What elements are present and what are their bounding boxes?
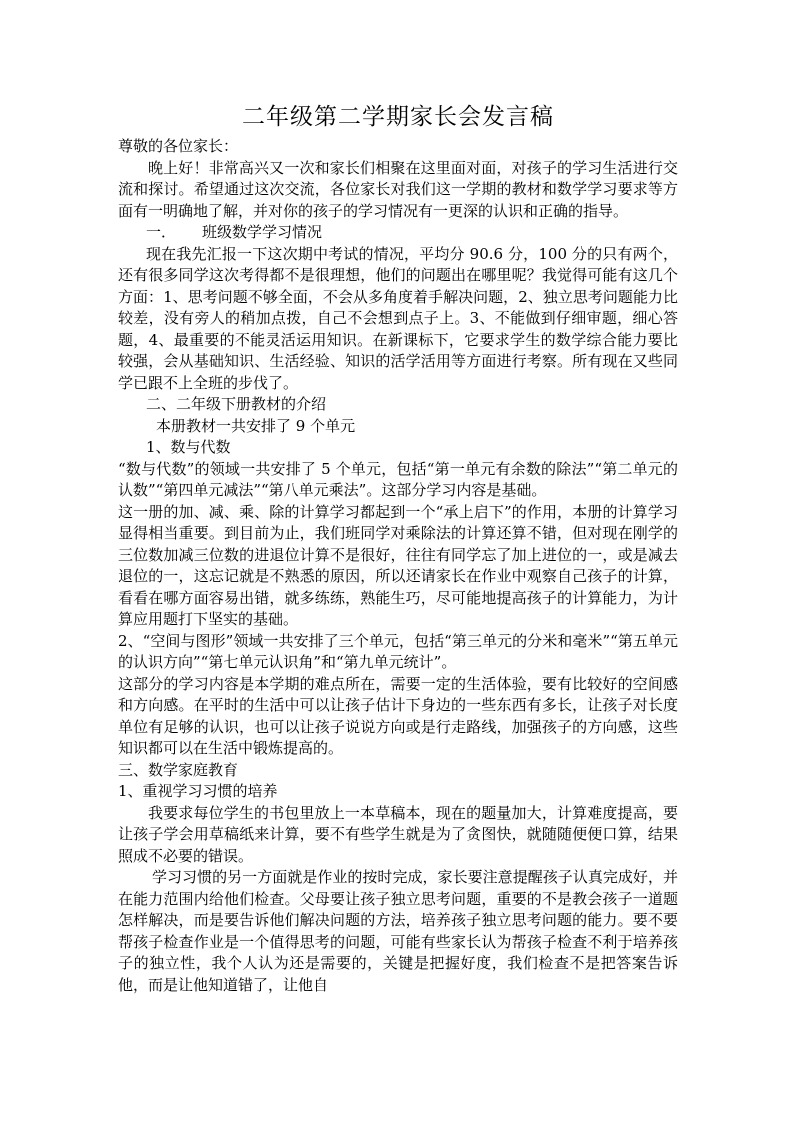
section-1-paragraph: 现在我先汇报一下这次期中考试的情况，平均分 90.6 分，100 分的只有两个，还有很多同学这次考得都不是很理想，他们的问题出在哪里呢？我觉得可能有这几个方面：1、思考问题不够全面，不会从多角度着手解决问题，2、独立思考问题能力比较差，没有旁人的稍加点拨，自己不会想到点子上。3、不能做到仔细审题，细心答题，4、最重要的不能灵活运用知识。在新课标下，它要求学生的数学综合能力要比较强，会从基础知识、生活经验、知识的活学活用等方面进行考察。所有现在又些同学已跟不上全班的步伐了。 (118, 244, 678, 392)
section-3-1-paragraph-2: 学习习惯的另一方面就是作业的按时完成，家长要注意提醒孩子认真完成好，并在能力范围内给他们检查。父母要让孩子独立思考问题，重要的不是教会孩子一道题怎样解决，而是要告诉他们解决问题的方法，培养孩子独立思考问题的能力。要不要帮孩子检查作业是一个值得思考的问题，可能有些家长认为帮孩子检查不利于培养孩子的独立性，我个人认为还是需要的，关键是把握好度，我们检查不是把答案告诉他，而是让他知道错了，让他自 (118, 868, 678, 994)
greeting: 尊敬的各位家长： (118, 137, 239, 155)
section-2-1-heading: 1、数与代数 (146, 438, 231, 456)
section-3-heading: 三、数学家庭教育 (118, 760, 239, 779)
section-1-heading (118, 222, 678, 244)
intro-paragraph: 晚上好！非常高兴又一次和家长们相聚在这里面对面，对孩子的学习生活进行交流和探讨。希望通过这次交流，各位家长对我们这一学期的教材和数学学习要求等方面有一明确地了解，并对你的孩子的学习情况有一更深的认识和正确的指导。 (118, 158, 678, 220)
section-1-title: 班级数学学习情况 (202, 223, 323, 241)
section-2-1-paragraph-2: 这一册的加、减、乘、除的计算学习都起到一个“承上启下”的作用，本册的计算学习显得相当重要。到目前为止，我们班同学对乘除法的计算还算不错，但对现在刚学的三位数加减三位数的进退位计算不是很好，往往有同学忘了加上进位的一，或是减去退位的一，这忘记就是不熟悉的原因，所以还请家长在作业中观察自己孩子的计算，看看在哪方面容易出错，就多练练，熟能生巧，尽可能地提高孩子的计算能力，为计算应用题打下坚实的基础。 (118, 502, 678, 628)
section-3-1-heading: 1、重视学习习惯的培养 (118, 782, 278, 800)
document-page (118, 102, 678, 996)
document-title: 二年级第二学期家长会发言稿 (242, 104, 554, 130)
section-2-1-paragraph: “数与代数”的领域一共安排了 5 个单元，包括“第一单元有余数的除法”“第二单元的认数”“第四单元减法”“第八单元乘法”。这部分学习内容是基础。 (118, 459, 678, 499)
section-2-intro: 本册教材一共安排了 9 个单元 (156, 416, 356, 435)
section-2-2-paragraph-2: 这部分的学习内容是本学期的难点所在，需要一定的生活体验，要有比较好的空间感和方向感。在平时的生活中可以让孩子估计下身边的一些东西有多长，让孩子对长度单位有足够的认识，也可以让孩子说说方向或是行走路线，加强孩子的方向感，这些知识都可以在生活中锻炼提高的。 (118, 674, 678, 757)
section-2-2-paragraph: 2、“空间与图形”领域一共安排了三个单元，包括“第三单元的分米和毫米”“第五单元的认识方向”“第七单元认识角”和“第九单元统计”。 (118, 631, 678, 671)
section-1-number: 一． (146, 223, 177, 241)
section-2-heading: 二、二年级下册教材的介绍 (146, 395, 327, 413)
section-3-1-paragraph: 我要求每位学生的书包里放上一本草稿本，现在的题量加大，计算难度提高，要让孩子学会用草稿纸来计算，要不有些学生就是为了贪图快，就随随便便口算，结果照成不必要的错误。 (118, 803, 678, 865)
